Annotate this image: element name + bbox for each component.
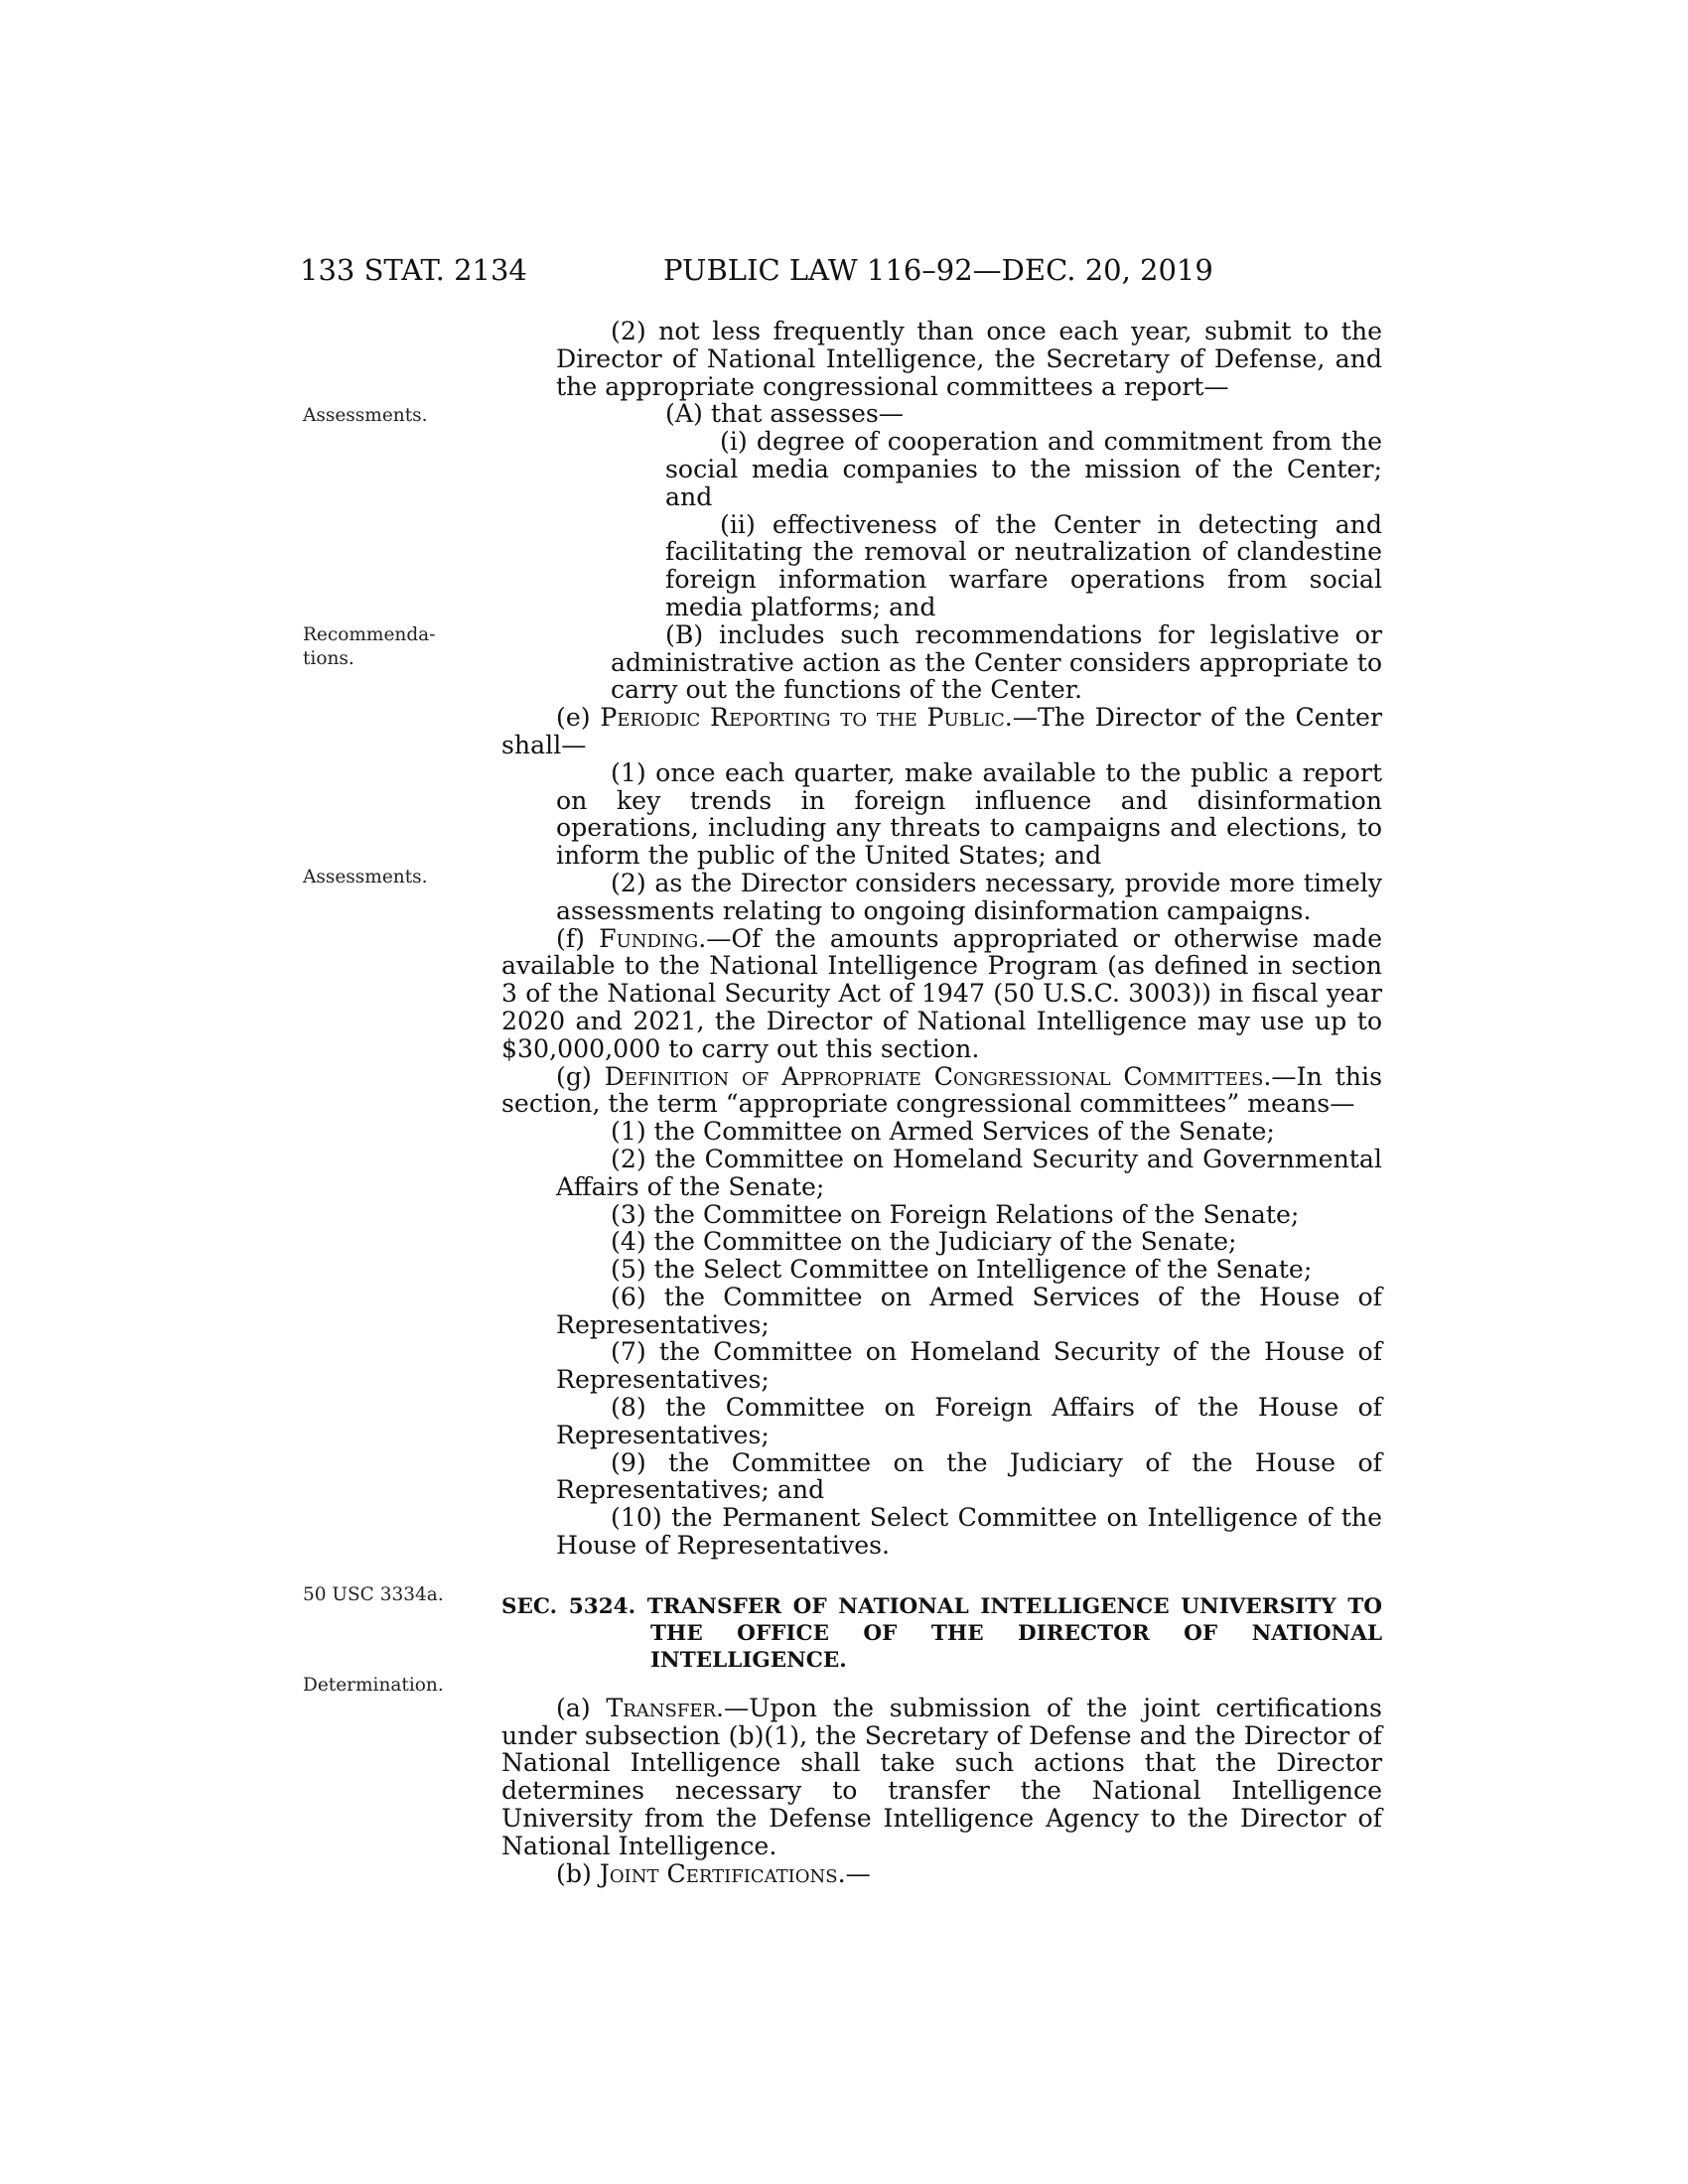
margin-note-determination: Determination. (303, 1675, 444, 1696)
subsection-b-label: (b) (556, 1858, 592, 1888)
subsection-g-heading: Definition of Appropriate Congressional Committees (604, 1061, 1264, 1091)
subsection-b-text: .— (837, 1858, 871, 1888)
page-reference: 133 STAT. 2134 (300, 253, 527, 287)
subsection-a-heading: Transfer (606, 1693, 717, 1722)
margin-note-assessments: Assessments. (303, 405, 428, 426)
subsection-b (501, 1860, 1382, 1888)
subsection-e-heading: Periodic Reporting to the Public (600, 703, 1005, 733)
committee-item: (6) the Committee on Armed Services of the House of Representatives; (556, 1282, 1382, 1339)
subsection-a-label: (a) (556, 1693, 591, 1722)
committee-item: (4) the Committee on the Judiciary of the Senate; (611, 1227, 1237, 1257)
subsection-e-label: (e) (556, 703, 591, 733)
subsection-f-heading: Funding (599, 923, 699, 953)
committee-item: (3) the Committee on Foreign Relations of the Senate; (611, 1199, 1300, 1229)
subsection-f-label: (f) (556, 923, 585, 953)
committee-item: (1) the Committee on Armed Services of the Senate; (611, 1117, 1275, 1147)
committee-item: (7) the Committee on Homeland Security of the House of Representatives; (556, 1337, 1382, 1395)
document-body (501, 318, 1382, 1887)
paragraph-dB: (B) includes such recommendations for legislative or administrative action as the Center considers appropriate to carry out the functions of the Center. (611, 619, 1382, 705)
subsection-e (501, 704, 1382, 759)
subsection-b-heading: Joint Certifications (599, 1858, 838, 1888)
subsection-f-text: .—Of the amounts appropriated or otherwise made available to the National Intelligence Program (as defined in section 3 of the National Security Act of 1947 (50 U.S.C. 3003)) in fiscal year 2020 and 2021, the Director of National Intelligence may use up to $30,000,000 to carry out this section. (501, 923, 1382, 1063)
margin-note-recommendations-2: tions. (303, 648, 354, 669)
subsection-g-label: (g) (556, 1061, 592, 1091)
committee-item: (5) the Select Committee on Intelligence of the Senate; (611, 1255, 1313, 1285)
paragraph-d2: (2) not less frequently than once each year, submit to the Director of National Intelligence, the Secretary of Defense, and the appropriate congressional committees a report— (556, 317, 1382, 401)
subsection-f (501, 925, 1382, 1063)
committee-item: (10) the Permanent Select Committee on Intelligence of the House of Representatives. (556, 1503, 1382, 1561)
committee-item: (2) the Committee on Homeland Security and Governmental Affairs of the Senate; (556, 1144, 1382, 1201)
paragraph-e2: (2) as the Director considers necessary, provide more timely assessments relating to ongoing disinformation campaigns. (556, 868, 1382, 925)
committee-item: (9) the Committee on the Judiciary of the House of Representatives; and (556, 1447, 1382, 1505)
subsection-g-text: .—In this section, the term “appropriate congressional committees” means— (501, 1061, 1382, 1119)
subsection-e-text: .—The Director of the Center shall— (501, 703, 1382, 759)
margin-note-assessments-2: Assessments. (303, 867, 428, 887)
subsection-g (501, 1063, 1382, 1119)
running-head: PUBLIC LAW 116–92—DEC. 20, 2019 (663, 253, 1213, 287)
margin-note-recommendations-1: Recommenda- (303, 624, 436, 645)
paragraph-di: (i) degree of cooperation and commitment from the social media companies to the mission of the Center; and (665, 427, 1382, 511)
paragraph-dA: (A) that assesses— (665, 399, 904, 429)
committee-item: (8) the Committee on Foreign Affairs of the House of Representatives; (556, 1393, 1382, 1449)
section-heading: SEC. 5324. TRANSFER OF NATIONAL INTELLIGENCE UNIVERSITY TO THE OFFICE OF THE DIRECTOR OF NATIONAL INTELLIGENCE. (501, 1593, 1382, 1673)
subsection-a (501, 1695, 1382, 1860)
paragraph-dii: (ii) effectiveness of the Center in detecting and facilitating the removal or neutralization of clandestine foreign information warfare operations from social media platforms; and (665, 509, 1382, 621)
margin-note-usc: 50 USC 3334a. (303, 1584, 444, 1605)
subsection-a-text: .—Upon the submission of the joint certifications under subsection (b)(1), the Secretary of Defense and the Director of National Intelligence shall take such actions that the Director determines necessary to transfer the National Intelligence University from the Defense Intelligence Agency to the Director of National Intelligence. (501, 1693, 1382, 1860)
paragraph-e1: (1) once each quarter, make available to the public a report on key trends in foreign influence and disinformation operations, including any threats to campaigns and elections, to inform the public of the United States; and (556, 757, 1382, 871)
